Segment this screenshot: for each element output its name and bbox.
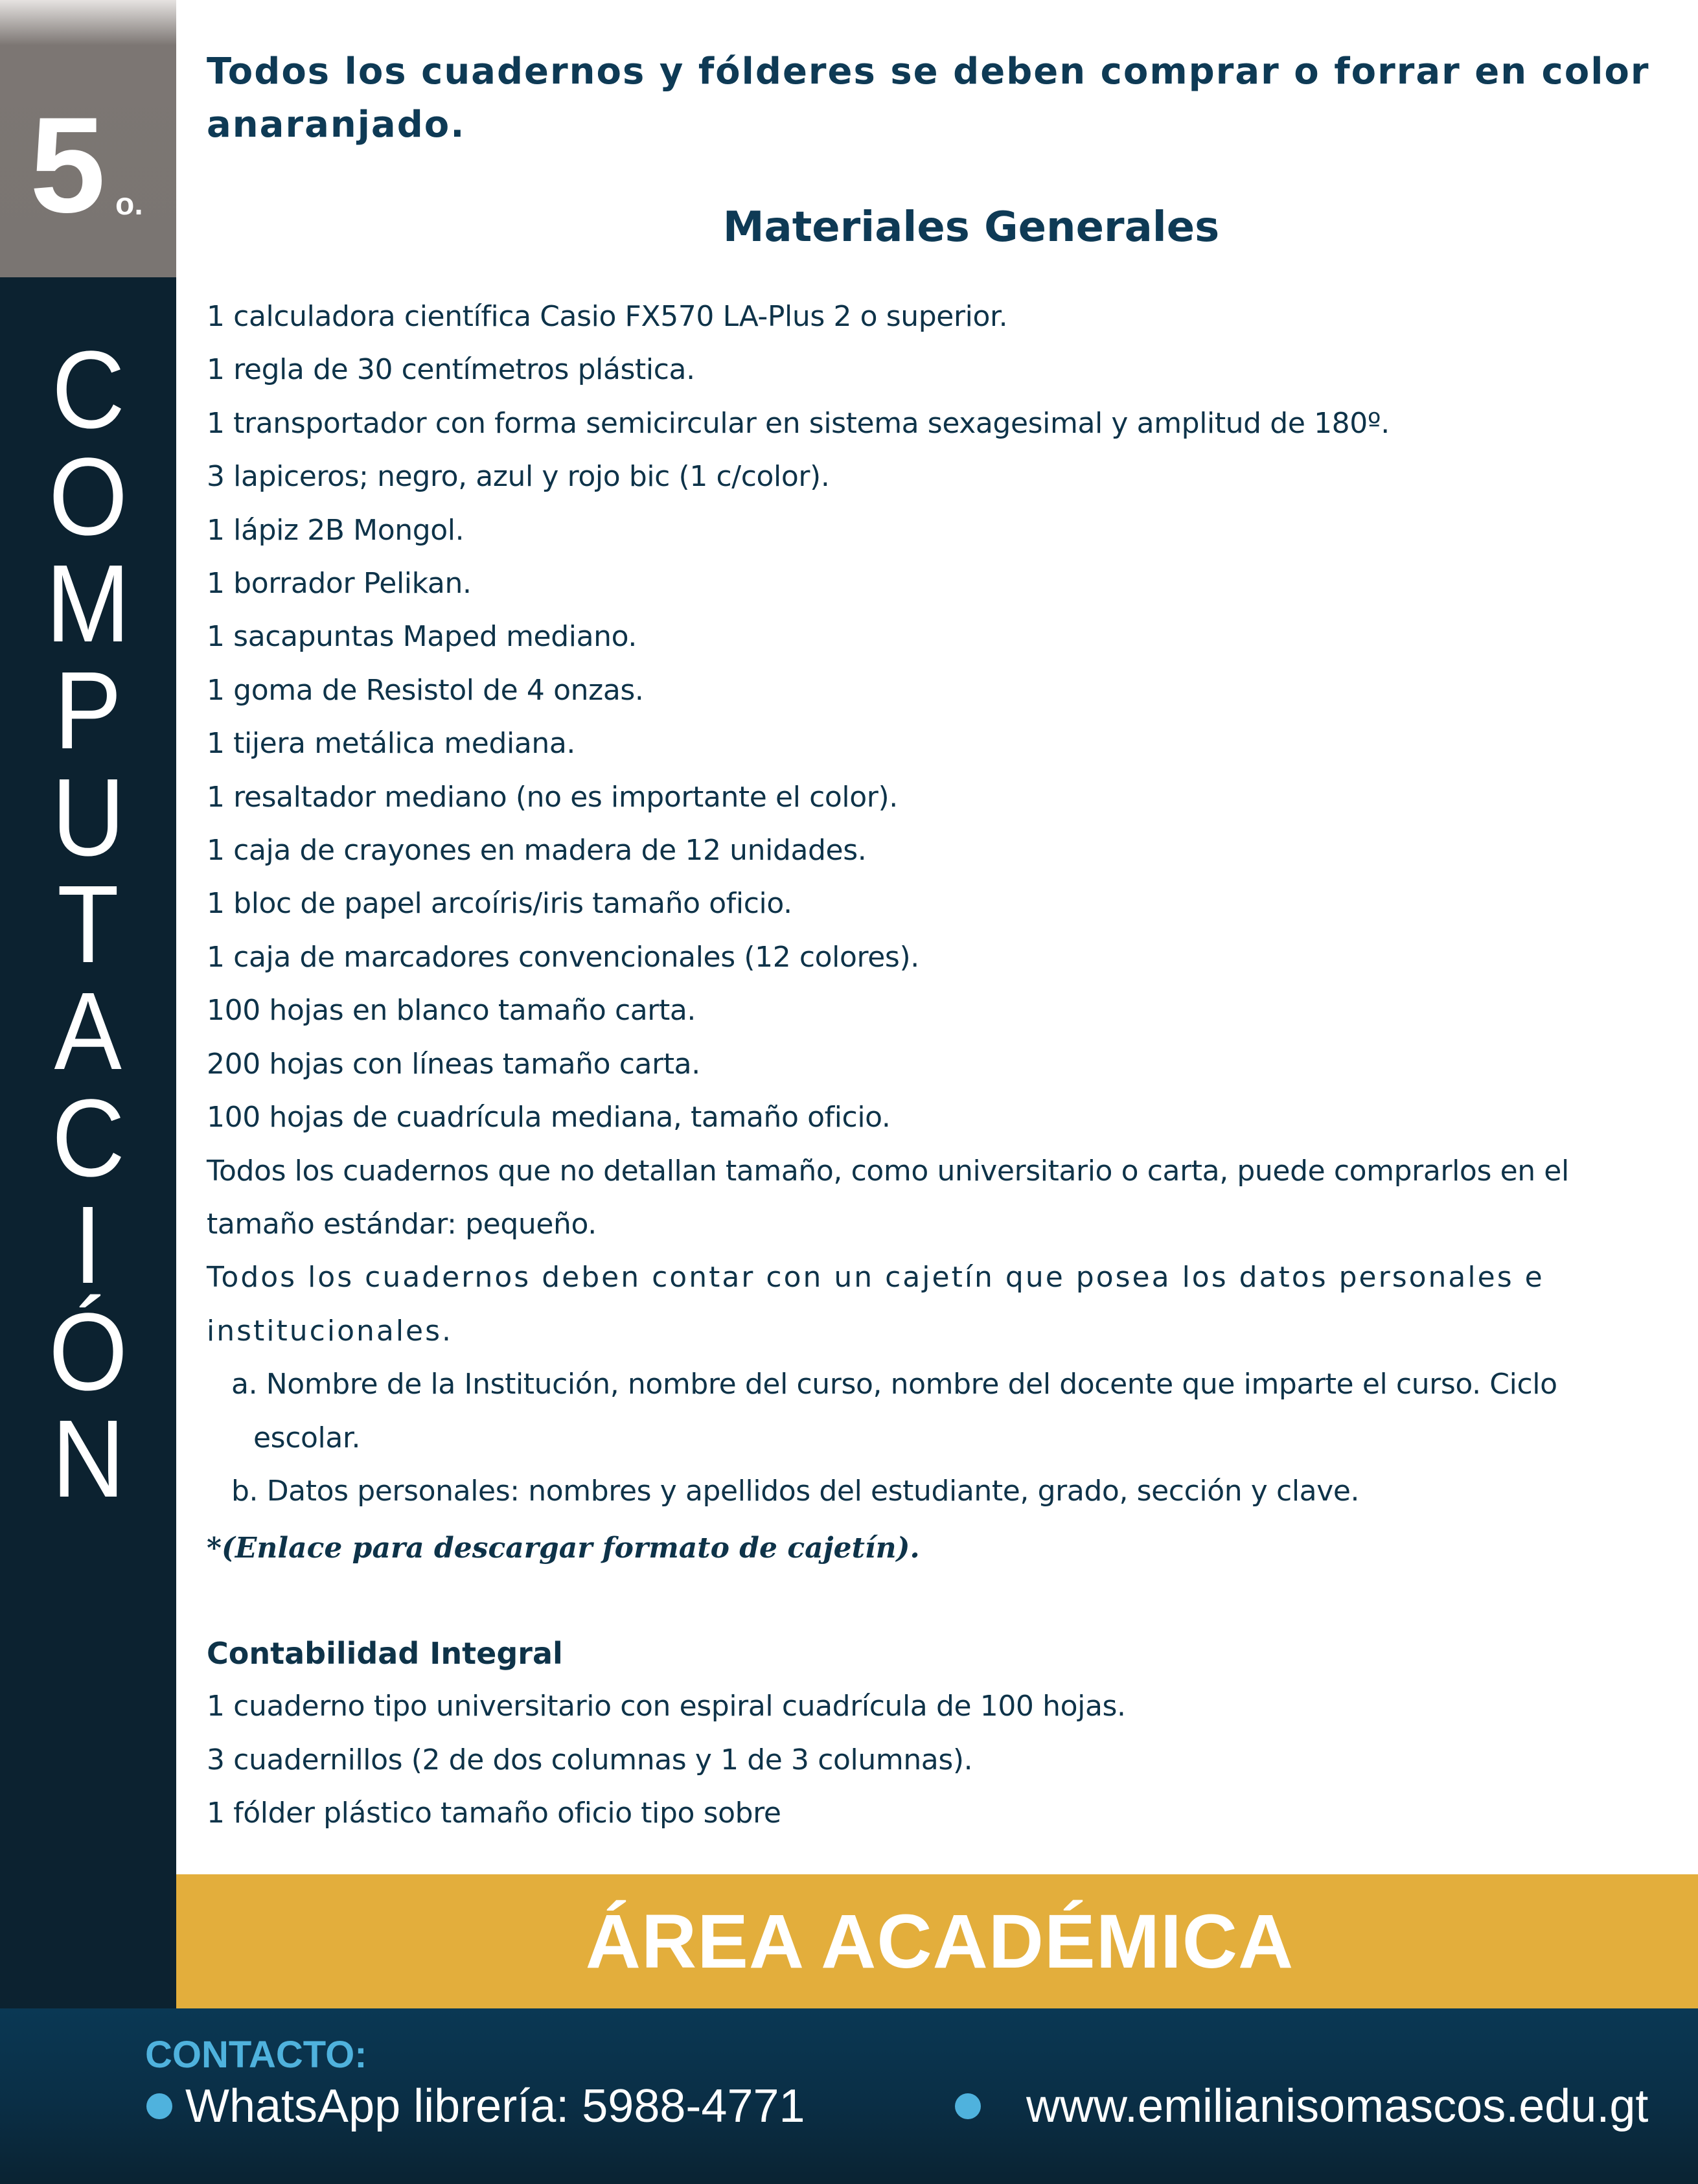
list-item: 1 resaltador mediano (no es importante el color). [207, 780, 898, 814]
website-contact[interactable] [955, 2080, 1648, 2133]
list-item: 1 tijera metálica mediana. [207, 727, 576, 761]
list-item: 3 cuadernillos (2 de dos columnas y 1 de 3 columnas). [207, 1743, 973, 1776]
list-item: 1 lápiz 2B Mongol. [207, 513, 465, 547]
whatsapp-contact [146, 2080, 805, 2133]
list-item: 1 borrador Pelikan. [207, 567, 472, 601]
vertical-letter: I [74, 1184, 102, 1307]
list-item: 1 calculadora científica Casio FX570 LA-Plus 2 o superior. [207, 300, 1008, 333]
vertical-letter: A [54, 970, 122, 1093]
vertical-letter: O [49, 435, 128, 558]
list-item: 1 caja de crayones en madera de 12 unidades. [207, 834, 867, 868]
website-link[interactable]: www.emilianisomascos.edu.gt [1026, 2080, 1649, 2132]
cajetin-item-a-continued: escolar. [253, 1421, 361, 1454]
banner-text: ÁREA ACADÉMICA [585, 1898, 1294, 1984]
list-item: 100 hojas de cuadrícula mediana, tamaño oficio. [207, 1101, 891, 1134]
bullet-dot-icon [955, 2093, 981, 2119]
cajetin-item-b: b. Datos personales: nombres y apellidos del estudiante, grado, sección y clave. [231, 1474, 1360, 1508]
vertical-letter: U [51, 756, 125, 879]
vertical-letter: P [54, 649, 122, 772]
list-item: 1 caja de marcadores convencionales (12 colores). [207, 940, 919, 974]
list-item: 1 bloc de papel arcoíris/iris tamaño oficio. [207, 887, 792, 921]
bullet-dot-icon [146, 2093, 172, 2119]
vertical-letter: C [51, 328, 125, 452]
grade-box [0, 0, 176, 277]
list-item: 1 transportador con forma semicircular en sistema sexagesimal y amplitud de 180º. [207, 406, 1390, 440]
vertical-letter: Ó [49, 1291, 128, 1414]
main-content [207, 45, 1658, 1841]
cajetin-download-link[interactable]: *(Enlace para descargar formato de cajetín). [207, 1532, 920, 1565]
vertical-letter: M [45, 542, 131, 665]
sizes-note: Todos los cuadernos que no detallan tamaño, como universitario o carta, puede comprarlos en el tamaño estándar: pequeño. [207, 1154, 1569, 1241]
vertical-letter: T [57, 863, 119, 986]
list-item: 1 regla de 30 centímetros plástica. [207, 353, 695, 387]
area-banner [176, 1874, 1698, 2008]
cajetin-note: Todos los cuadernos deben contar con un cajetín que posea los datos personales e institucionales. [207, 1261, 1544, 1348]
vertical-letter: N [51, 1397, 125, 1521]
list-item: 1 sacapuntas Maped mediano. [207, 620, 637, 654]
grade-suffix: o. [115, 187, 143, 222]
list-item: 200 hojas con líneas tamaño carta. [207, 1047, 700, 1081]
list-item: 1 cuaderno tipo universitario con espiral cuadrícula de 100 hojas. [207, 1690, 1126, 1723]
cajetin-item-a: a. Nombre de la Institución, nombre del curso, nombre del docente que imparte el curso. Ciclo [231, 1368, 1557, 1401]
intro-note: Todos los cuadernos y fólderes se deben comprar o forrar en color anaranjado. [207, 51, 1650, 146]
contabilidad-title: Contabilidad Integral [207, 1636, 563, 1672]
materials-list [207, 290, 1658, 1145]
grade-number: 5 [30, 89, 103, 241]
vertical-course-title [0, 328, 176, 1521]
footer [0, 2008, 1698, 2184]
list-item: 1 fólder plástico tamaño oficio tipo sobre [207, 1797, 781, 1830]
sidebar [0, 0, 176, 2008]
contact-label: CONTACTO: [145, 2034, 367, 2076]
list-item: 100 hojas en blanco tamaño carta. [207, 994, 696, 1028]
list-item: 3 lapiceros; negro, azul y rojo bic (1 c/color). [207, 460, 830, 494]
vertical-letter: C [51, 1077, 125, 1200]
list-item: 1 goma de Resistol de 4 onzas. [207, 673, 644, 707]
whatsapp-text: WhatsApp librería: 5988-4771 [185, 2080, 805, 2132]
section-title: Materiales Generales [722, 203, 1220, 251]
